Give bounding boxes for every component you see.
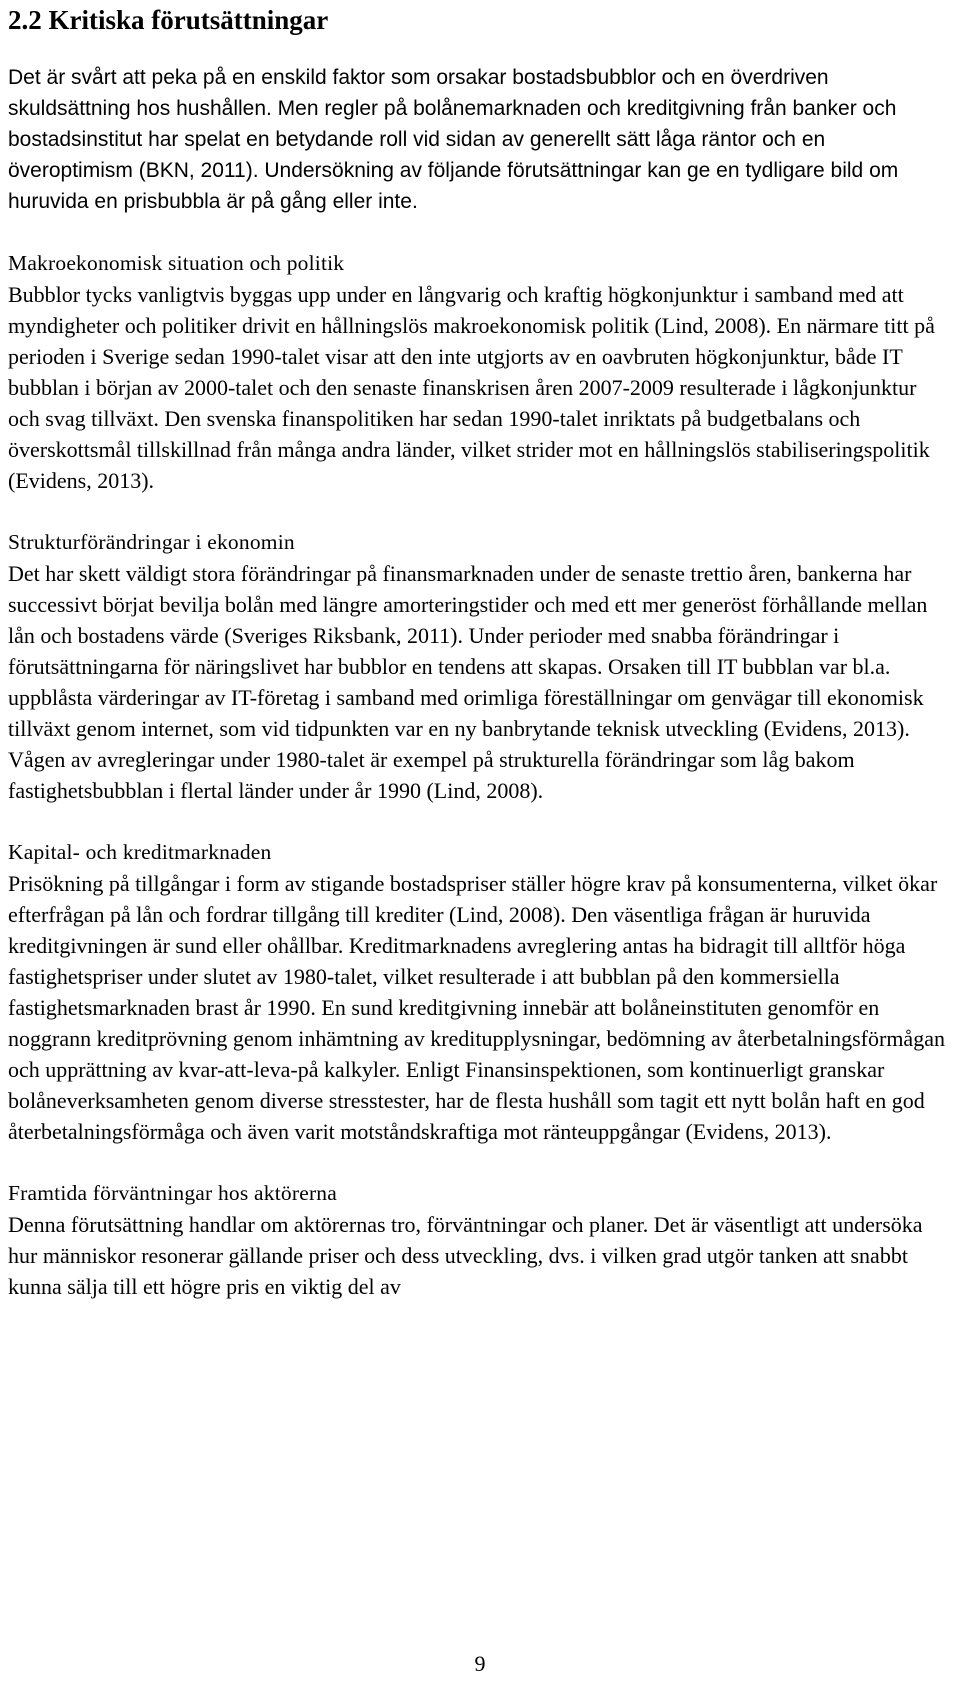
subsection-credit-market [8, 837, 952, 1147]
section-heading: 2.2 Kritiska förutsättningar [8, 5, 329, 35]
subsection-macroeconomics [8, 248, 952, 496]
subsection-body: Bubblor tycks vanligtvis byggas upp under en långvarig och kraftig högkonjunktur i samband med att myndigheter och politiker drivit en hållningslös makroekonomisk politik (Lind, 2008). En närmare titt på perioden i Sverige sedan 1990-talet visar att den inte utgjorts av en oavbruten högkonjunktur, både IT bubblan i början av 2000-talet och den senaste finanskrisen åren 2007-2009 resulterade i lågkonjunktur och svag tillväxt. Den svenska finanspolitiken har sedan 1990-talet inriktats på budgetbalans och överskottsmål tillskillnad från många andra länder, vilket strider mot en hållningslös stabiliseringspolitik (Evidens, 2013). [8, 282, 935, 493]
page-number: 9 [474, 1651, 486, 1676]
subsection-future-expectations [8, 1178, 952, 1302]
subsection-title: Strukturförändringar i ekonomin [8, 530, 295, 554]
subsection-structural-changes [8, 527, 952, 806]
subsection-title: Kapital- och kreditmarknaden [8, 840, 272, 864]
subsection-body: Det har skett väldigt stora förändringar på finansmarknaden under de senaste trettio åren, bankerna har successivt börjat bevilja bolån med längre amorteringstider och med ett mer generöst förhållande mellan lån och bostadens värde (Sveriges Riksbank, 2011). Under perioder med snabba förändringar i förutsättningarna för näringslivet har bubblor en tendens att skapas. Orsaken till IT bubblan var bl.a. uppblåsta värderingar av IT-företag i samband med orimliga föreställningar om genvägar till ekonomisk tillväxt genom internet, som vid tidpunkten var en ny banbrytande teknisk utveckling (Evidens, 2013). Vågen av avregleringar under 1980-talet är exempel på strukturella förändringar som låg bakom fastighetsbubblan i flertal länder under år 1990 (Lind, 2008). [8, 561, 928, 803]
subsection-title: Makroekonomisk situation och politik [8, 251, 345, 275]
document-page [8, 0, 952, 1302]
intro-paragraph: Det är svårt att peka på en enskild faktor som orsakar bostadsbubblor och en överdriven skuldsättning hos hushållen. Men regler på bolånemarknaden och kreditgivning från banker och bostadsinstitut har spelat en betydande roll vid sidan av generellt sätt låga räntor och en överoptimism (BKN, 2011). Undersökning av följande förutsättningar kan ge en tydligare bild om huruvida en prisbubbla är på gång eller inte. [8, 66, 899, 213]
subsection-body: Prisökning på tillgångar i form av stigande bostadspriser ställer högre krav på konsumenterna, vilket ökar efterfrågan på lån och fordrar tillgång till krediter (Lind, 2008). Den väsentliga frågan är huruvida kreditgivningen är sund eller ohållbar. Kreditmarknadens avreglering antas ha bidragit till alltför höga fastighetspriser under slutet av 1980-talet, vilket resulterade i att bubblan på den kommersiella fastighetsmarknaden brast år 1990. En sund kreditgivning innebär att bolåneinstituten genomför en noggrann kreditprövning genom inhämtning av kreditupplysningar, bedömning av återbetalningsförmågan och upprättning av kvar-att-leva-på kalkyler. Enligt Finansinspektionen, som kontinuerligt granskar bolåneverksamheten genom diverse stresstester, har de flesta hushåll som tagit ett nytt bolån haft en god återbetalningsförmåga och även varit motståndskraftiga mot ränteuppgångar (Evidens, 2013). [8, 871, 945, 1144]
subsection-body: Denna förutsättning handlar om aktörernas tro, förväntningar och planer. Det är väsentligt att undersöka hur människor resonerar gällande priser och dess utveckling, dvs. i vilken grad utgör tanken att snabbt kunna sälja till ett högre pris en viktig del av [8, 1212, 923, 1299]
subsection-title: Framtida förväntningar hos aktörerna [8, 1181, 337, 1205]
